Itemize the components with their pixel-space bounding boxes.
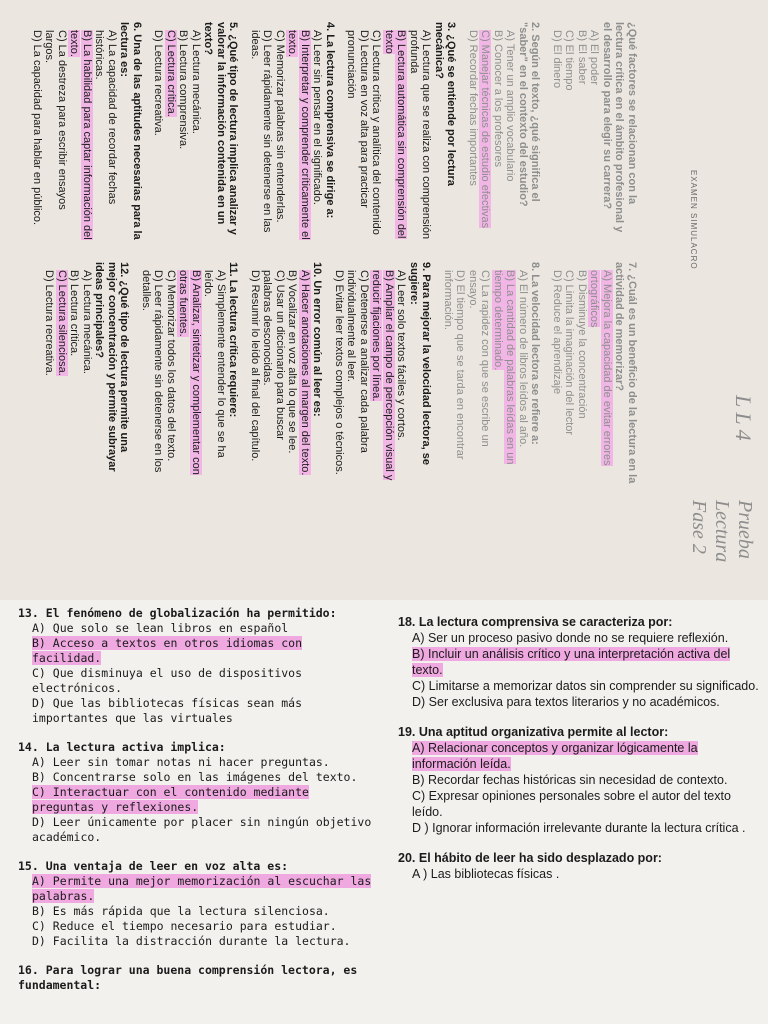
question-stem [18, 859, 378, 874]
question-number: 9. [420, 262, 433, 272]
answer-option-text: C) Que disminuya el uso de dispositivos electrónicos. [32, 666, 303, 695]
question-text: Una ventaja de leer en voz alta es: [45, 859, 289, 873]
answer-option [345, 262, 370, 484]
answer-option [68, 262, 81, 484]
question-text: Una aptitud organizativa permite al lector: [418, 725, 669, 739]
question [18, 740, 378, 845]
question-stem [398, 850, 760, 866]
question-stem [18, 740, 378, 755]
answer-option-text: C) Usar un diccionario para buscar palabras desconocidas. [261, 270, 286, 440]
answer-option [286, 22, 311, 242]
answer-option [18, 919, 378, 934]
answer-option [274, 22, 287, 242]
question [152, 22, 240, 242]
question-stem [18, 963, 378, 993]
answer-option [43, 22, 68, 242]
answer-option [177, 22, 190, 242]
question [398, 614, 760, 710]
answer-option-text: D) Evitar leer textos complejos o técnicos. [333, 270, 345, 475]
question-text: Para lograr una buena comprensión lectora, es fundamental: [18, 963, 358, 992]
answer-option-text: C) Manejar técnicas de estudio efectivas [479, 30, 492, 229]
answer-option-text: C) Expresar opiniones personales sobre el autor del texto leído. [412, 789, 731, 819]
answer-option-text: B) Recordar fechas históricas sin necesidad de contexto. [412, 773, 728, 787]
question-stem [398, 724, 760, 740]
question-number: 13. [18, 606, 39, 620]
question [398, 724, 760, 836]
question-stem [408, 262, 433, 484]
answer-option-text: B) Interpretar y comprender críticamente el texto. [286, 30, 311, 240]
question-number: 20. [398, 851, 416, 865]
answer-option [551, 262, 564, 484]
answer-option [18, 666, 378, 696]
answer-option [56, 262, 69, 484]
question-number: 16. [18, 963, 39, 977]
question-text: La lectura comprensiva se dirige a: [324, 34, 336, 219]
answer-option-text: A) Mejora la capacidad de evitar errores ortográficos [588, 270, 613, 466]
answer-option-text: A) Lectura mecánica. [190, 30, 202, 134]
question [18, 963, 378, 993]
answer-option [18, 934, 378, 949]
question-text: La lectura crítica requiere: [227, 279, 240, 418]
question-stem [613, 262, 638, 484]
question-stem [324, 22, 337, 242]
question-number: 4. [324, 22, 336, 32]
answer-option-text: A) La capacidad de recordar fechas históricas. [93, 30, 118, 205]
question [249, 262, 324, 484]
answer-option [398, 866, 760, 882]
question-number: 2. [529, 22, 542, 32]
answer-option [152, 22, 165, 242]
question-text: La velocidad lectora se refiere a: [529, 274, 542, 445]
answer-option [333, 262, 346, 484]
answer-option [18, 636, 378, 666]
question-stem [93, 262, 131, 484]
answer-option-text: D ) Ignorar información irrelevante durante la lectura crítica . [412, 821, 746, 835]
answer-option-text: B) Ampliar el campo de percepción visual y reducir fijaciones por línea. [370, 270, 395, 481]
question-text: ¿Qué tipo de lectura permite una mejor concentración y permite subrayar ideas principales? [93, 262, 131, 472]
answer-option [43, 262, 56, 484]
answer-option-text: B) Conocer a los profesores [492, 30, 504, 167]
answer-option-text: C) Memorizar todos los datos del texto. [165, 270, 177, 462]
answer-option [370, 22, 383, 242]
answer-option-text: A) Leer sin tomar notas ni hacer preguntas. [32, 755, 330, 769]
question-number: 11. [227, 262, 240, 277]
answer-option-text: C) Limitarse a memorizar datos sin comprender su significado. [412, 679, 759, 693]
answer-option-text: D) Recordar fechas importantes [467, 30, 479, 186]
question-text: Según el texto, ¿qué significa el "saber" en el contexto del estudio? [517, 22, 542, 207]
answer-option-text: A) Tener un amplio vocabulario [504, 30, 517, 182]
answer-option-text: A) Lectura que se realiza con comprensión profunda [408, 30, 433, 240]
question-number: 15. [18, 859, 39, 873]
question-stem [601, 22, 639, 242]
answer-option-text: B) Lectura comprensiva. [177, 30, 190, 150]
answer-option [190, 22, 203, 242]
question-number: 3. [445, 22, 458, 32]
answer-option [177, 262, 202, 484]
question [333, 262, 433, 484]
answer-option [286, 262, 299, 484]
answer-option-text: B) Acceso a textos en otros idiomas con facilidad. [32, 636, 303, 665]
answer-option [395, 262, 408, 484]
answer-option [299, 262, 312, 484]
answer-option [68, 22, 93, 242]
answer-option-text: B) Concentrarse solo en las imágenes del texto. [32, 770, 358, 784]
question-text: ¿Cuál es un beneficio de la lectura en la actividad de memorizar? [613, 262, 638, 484]
question [43, 262, 131, 484]
answer-option [18, 621, 378, 636]
answer-option [492, 22, 505, 242]
question [467, 22, 542, 242]
questions-column-right-lower [398, 614, 760, 896]
answer-option-text: C) Lectura silenciosa. [56, 270, 68, 376]
answer-option-text: C) Detenerse a analizar cada palabra individualmente al leer. [345, 270, 370, 453]
answer-option-text: D) Que las bibliotecas físicas sean más importantes que las virtuales [32, 696, 303, 725]
answer-option [18, 755, 378, 770]
answer-option [31, 22, 44, 242]
question-stem [517, 22, 542, 242]
question-stem [311, 262, 324, 484]
answer-option-text: C) La rapidez con que se escribe un ensayo. [467, 270, 492, 447]
answer-option-text: C) Reduce el tiempo necesario para estudiar. [32, 919, 337, 933]
question-number: 12. [118, 262, 131, 278]
answer-option-text: A) El número de libros leídos al año. [517, 270, 529, 448]
answer-option-text: A) Ser un proceso pasivo donde no se requiere reflexión. [412, 631, 729, 645]
answer-option [398, 646, 760, 678]
question [18, 606, 378, 726]
answer-option [588, 22, 601, 242]
answer-option [576, 262, 589, 484]
answer-option-text: D) El dinero [551, 30, 563, 89]
question-stem [529, 262, 542, 484]
answer-option [18, 770, 378, 785]
answer-option [563, 262, 576, 484]
question [31, 22, 144, 242]
answer-option [563, 22, 576, 242]
question-text: El hábito de leer ha sido desplazado por: [418, 851, 662, 865]
answer-option-text: B) Lectura crítica. [68, 270, 81, 357]
answer-option-text: A) Leer sin pensar en el significado. [311, 30, 324, 205]
question-text: Para mejorar la velocidad lectora, se sugiere: [408, 262, 433, 466]
answer-option [311, 22, 324, 242]
answer-option [408, 22, 433, 242]
question-number: 14. [18, 740, 39, 754]
question-stem [202, 22, 240, 242]
answer-option-text: D) Ser exclusiva para textos literarios y no académicos. [412, 695, 720, 709]
answer-option-text: B) Es más rápida que la lectura silenciosa. [32, 904, 330, 918]
answer-option [551, 22, 564, 242]
question-stem [227, 262, 240, 484]
answer-option-text: A) Simplemente entender lo que se ha leído. [202, 270, 227, 458]
question-number: 19. [398, 725, 416, 739]
answer-option-text: A) Lectura mecánica. [81, 270, 93, 374]
answer-option [249, 22, 274, 242]
answer-option [383, 22, 408, 242]
answer-option-text: B) La cantidad de palabras leídas en un tiempo determinado. [492, 270, 517, 465]
question-stem [118, 22, 143, 242]
question-number: 5. [227, 22, 240, 32]
answer-option-text: C) Lectura crítica. [165, 30, 177, 117]
answer-option [479, 22, 492, 242]
answer-option [442, 262, 467, 484]
answer-option-text: B) El saber [576, 30, 588, 85]
question-text: ¿Qué se entiende por lectura mecánica? [433, 22, 458, 186]
answer-option-text: B) La habilidad para captar información del texto. [68, 30, 93, 240]
question-number: 7. [626, 262, 638, 272]
answer-option [18, 696, 378, 726]
answer-option [18, 815, 378, 845]
answer-option-text: B) Vocalizar en voz alta lo que se lee. [286, 270, 299, 454]
answer-option [467, 262, 492, 484]
answer-option [588, 262, 613, 484]
question-text: La lectura activa implica: [45, 740, 226, 754]
answer-option [18, 874, 378, 904]
answer-option-text: C) Limita la imaginación del lector [563, 270, 576, 436]
answer-option-text: C) Interactuar con el contenido mediante preguntas y reflexiones. [32, 785, 309, 814]
answer-option-text: B) Incluir un análisis crítico y una interpretación activa del texto. [412, 647, 731, 677]
answer-option-text: B) Disminuye la concentración [576, 270, 588, 419]
answer-option-text: D) Leer rápidamente sin detenerse en los detalles. [140, 270, 165, 473]
answer-option-text: D) El tiempo que se tarda en encontrar información. [442, 270, 467, 460]
answer-option-text: D) Resumir lo leído al final del capítulo. [249, 270, 261, 462]
answer-option [504, 22, 517, 242]
question [551, 22, 639, 242]
question-text: El fenómeno de globalización ha permitido: [45, 606, 337, 620]
question [18, 859, 378, 949]
question-stem [433, 22, 458, 242]
answer-option-text: D) Lectura recreativa. [43, 270, 56, 376]
answer-option-text: D) Facilita la distracción durante la lectura. [32, 934, 351, 948]
answer-option [398, 678, 760, 694]
answer-option-text: C) Lectura crítica y analítica del contenido [370, 30, 383, 235]
handwritten-note: L L 4 [731, 395, 756, 441]
question [345, 22, 458, 242]
answer-option [93, 22, 118, 242]
answer-option [467, 22, 480, 242]
answer-option-text: C) El tiempo [563, 30, 576, 91]
answer-option [202, 262, 227, 484]
answer-option-text: A) Leer solo textos fáciles y cortos. [395, 270, 408, 441]
question-text: Una de las aptitudes necesarias para la lectura es: [118, 22, 143, 240]
question [398, 850, 760, 882]
answer-option-text: D) Leer rápidamente sin detenerse en las ideas. [249, 30, 274, 233]
answer-option [18, 904, 378, 919]
answer-option [81, 262, 94, 484]
question-number: 6. [131, 22, 143, 32]
answer-option-text: D) Lectura en voz alta para practicar pronunciación [345, 30, 370, 208]
answer-option [261, 262, 286, 484]
question-number: 18. [398, 615, 416, 629]
lower-exam-page [0, 600, 768, 1024]
question-text: ¿Qué tipo de lectura implica analizar y valorar la información contenida en un texto? [202, 22, 240, 235]
question-text: Un error común al leer es: [311, 280, 324, 417]
answer-option-text: A) Que solo se lean libros en español [32, 621, 289, 635]
answer-option [165, 22, 178, 242]
answer-option [398, 820, 760, 836]
answer-option-text: C) La destreza para escribir ensayos largos. [43, 30, 68, 210]
answer-option [345, 22, 370, 242]
answer-option-text: A ) Las bibliotecas físicas . [412, 867, 560, 881]
answer-option-text: A) Permite una mejor memorización al escuchar las palabras. [32, 874, 372, 903]
questions-column-left [22, 22, 639, 242]
answer-option-text: A) El poder [588, 30, 601, 86]
answer-option [249, 262, 262, 484]
answer-option-text: C) Memorizar palabras sin entenderlas. [274, 30, 286, 223]
question [551, 262, 639, 484]
answer-option [492, 262, 517, 484]
answer-option-text: D) Leer únicamente por placer sin ningún objetivo académico. [32, 815, 372, 844]
answer-option-text: B) Lectura automática sin comprensión del texto [383, 30, 408, 239]
questions-column-right [34, 262, 638, 484]
answer-option [140, 262, 165, 484]
answer-option [398, 740, 760, 772]
exam-title: EXAMEN SIMULACRO [689, 170, 698, 270]
answer-option [398, 630, 760, 646]
question [249, 22, 337, 242]
answer-option [576, 22, 589, 242]
answer-option-text: D) La capacidad para hablar en público. [31, 30, 43, 226]
answer-option-text: B) Analizar, sintetizar y complementar con otras fuentes. [177, 270, 202, 475]
answer-option-text: A) Relacionar conceptos y organizar lógicamente la información leída. [412, 741, 698, 771]
answer-option [370, 262, 395, 484]
answer-option [398, 788, 760, 820]
answer-option [165, 262, 178, 484]
question-stem [398, 614, 760, 630]
answer-option-text: D) Lectura recreativa. [152, 30, 165, 136]
question-number: 10. [311, 262, 324, 278]
question-text: La lectura comprensiva se caracteriza por: [418, 615, 673, 629]
question-stem [18, 606, 378, 621]
question-text: ¿Qué factores se relacionan con la lectura crítica en el ámbito profesional y el desarrollo para elegir su carrera? [601, 22, 638, 233]
question [442, 262, 542, 484]
question [140, 262, 240, 484]
answer-option-text: D) Reduce el aprendizaje [551, 270, 563, 395]
answer-option [398, 694, 760, 710]
questions-column-left-lower [18, 606, 378, 1007]
answer-option [18, 785, 378, 815]
handwritten-note-title: Prueba Lectura Fase 2 [688, 500, 756, 563]
answer-option-text: A) Hacer anotaciones al margen del texto. [299, 270, 311, 476]
question-number: 8. [529, 262, 542, 272]
answer-option [398, 772, 760, 788]
answer-option [517, 262, 530, 484]
